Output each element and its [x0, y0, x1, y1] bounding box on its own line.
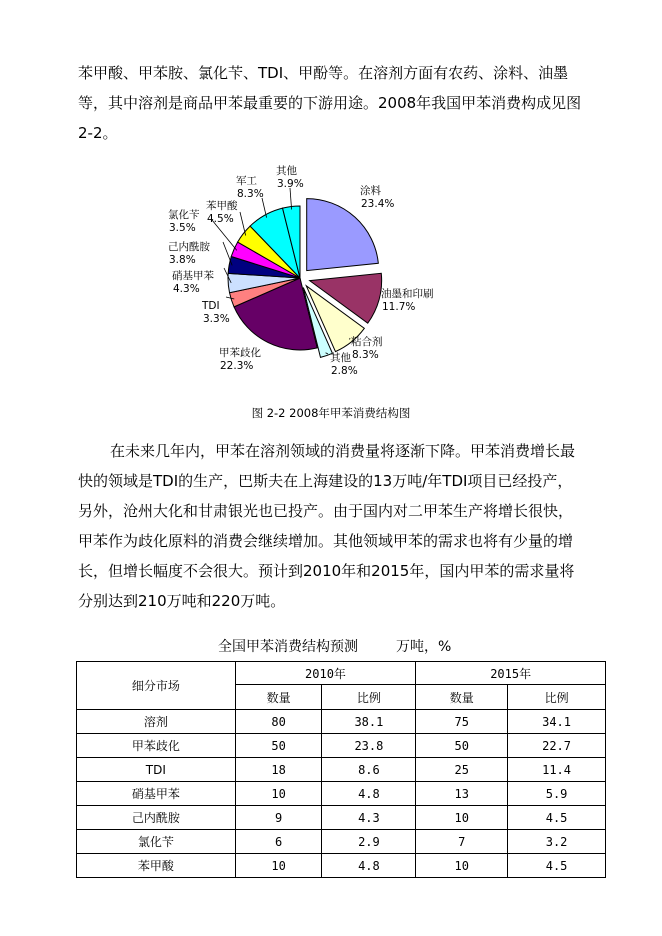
- pct-2015-cell: 4.5: [508, 806, 606, 830]
- qty-2010-cell: 50: [235, 734, 322, 758]
- qty-2015-cell: 10: [416, 806, 508, 830]
- market-cell: 氯化苄: [77, 830, 236, 854]
- slice-name-label: 己内酰胺: [168, 241, 210, 253]
- slice-name-label: TDI: [202, 300, 220, 312]
- slice-name-label: 其他: [276, 165, 297, 177]
- year-2010-header: 2010年: [235, 662, 416, 685]
- qty-header: 数量: [416, 685, 508, 710]
- intro-line: 2-2。: [78, 124, 118, 142]
- slice-name-label: 硝基甲苯: [172, 270, 214, 282]
- body-line: 分别达到210万吨和220万吨。: [78, 592, 286, 610]
- intro-paragraph: [78, 58, 610, 148]
- pct-2010-cell: 38.1: [322, 710, 416, 734]
- pct-2010-cell: 4.8: [322, 854, 416, 878]
- slice-name-label: 其他: [330, 352, 351, 364]
- body-line: 快的领域是TDI的生产，巴斯夫在上海建设的13万吨/年TDI项目已经投产，: [78, 472, 573, 490]
- intro-line: 苯甲酸、甲苯胺、氯化苄、TDI、甲酚等。在溶剂方面有农药、涂料、油墨: [78, 64, 569, 82]
- qty-2015-cell: 10: [416, 854, 508, 878]
- qty-2015-cell: 25: [416, 758, 508, 782]
- slice-name-label: 甲苯歧化: [219, 347, 261, 359]
- pct-2015-cell: 22.7: [508, 734, 606, 758]
- slice-value-label: 3.3%: [203, 313, 230, 325]
- body-paragraph: [78, 436, 610, 616]
- pct-2010-cell: 8.6: [322, 758, 416, 782]
- slice-value-label: 11.7%: [382, 301, 416, 313]
- market-cell: 硝基甲苯: [77, 782, 236, 806]
- slice-name-label: 苯甲酸: [206, 200, 238, 212]
- table-row: [77, 854, 606, 878]
- slice-value-label: 3.9%: [277, 178, 304, 190]
- market-cell: 溶剂: [77, 710, 236, 734]
- qty-2015-cell: 75: [416, 710, 508, 734]
- qty-2010-cell: 9: [235, 806, 322, 830]
- market-cell: 苯甲酸: [77, 854, 236, 878]
- slice-value-label: 23.4%: [361, 198, 395, 210]
- qty-2015-cell: 7: [416, 830, 508, 854]
- table-row: [77, 782, 606, 806]
- pct-2015-cell: 11.4: [508, 758, 606, 782]
- slice-value-label: 8.3%: [352, 349, 379, 361]
- pct-2015-cell: 34.1: [508, 710, 606, 734]
- qty-header: 数量: [235, 685, 322, 710]
- slice-value-label: 3.5%: [169, 222, 196, 234]
- slice-name-label: 油墨和印刷: [381, 288, 434, 300]
- pct-header: 比例: [322, 685, 416, 710]
- slice-value-label: 2.8%: [331, 365, 358, 377]
- figure-caption: 图 2-2 2008年甲苯消费结构图: [251, 406, 411, 420]
- year-2015-header: 2015年: [416, 662, 606, 685]
- intro-line: 等，其中溶剂是商品甲苯最重要的下游用途。2008年我国甲苯消费构成见图: [78, 94, 582, 112]
- slice-name-label: 粘合剂: [351, 336, 383, 348]
- leader-line: [262, 198, 267, 218]
- slice-name-label: 军工: [236, 175, 257, 187]
- table-unit: 万吨，%: [396, 639, 452, 655]
- body-line: 甲苯作为歧化原料的消费会继续增加。其他领域甲苯的需求也将有少量的增: [78, 532, 574, 550]
- body-line: 另外，沧州大化和甘肃银光也已投产。由于国内对二甲苯生产将增长很快，: [78, 502, 574, 520]
- table-title: [218, 636, 451, 656]
- table-row: [77, 806, 606, 830]
- pct-2015-cell: 5.9: [508, 782, 606, 806]
- market-cell: 己内酰胺: [77, 806, 236, 830]
- leader-line: [223, 242, 232, 265]
- pct-header: 比例: [508, 685, 606, 710]
- pie-chart: [150, 160, 470, 388]
- market-cell: TDI: [77, 758, 236, 782]
- body-line: 长，但增长幅度不会很大。预计到2010年和2015年，国内甲苯的需求量将: [78, 562, 575, 580]
- slice-value-label: 22.3%: [220, 360, 254, 372]
- market-cell: 甲苯歧化: [77, 734, 236, 758]
- pct-2015-cell: 4.5: [508, 854, 606, 878]
- slice-name-label: 氯化苄: [168, 209, 200, 221]
- pct-2010-cell: 4.8: [322, 782, 416, 806]
- qty-2015-cell: 13: [416, 782, 508, 806]
- table-title-text: 全国甲苯消费结构预测: [218, 639, 358, 655]
- table-row: [77, 758, 606, 782]
- pct-2010-cell: 2.9: [322, 830, 416, 854]
- qty-2010-cell: 80: [235, 710, 322, 734]
- body-line: 在未来几年内，甲苯在溶剂领域的消费量将逐渐下降。甲苯消费增长最: [110, 442, 576, 460]
- pct-2010-cell: 4.3: [322, 806, 416, 830]
- slice-value-label: 3.8%: [169, 254, 196, 266]
- qty-2015-cell: 50: [416, 734, 508, 758]
- qty-2010-cell: 10: [235, 854, 322, 878]
- forecast-table: [76, 661, 606, 878]
- pct-2015-cell: 3.2: [508, 830, 606, 854]
- qty-2010-cell: 6: [235, 830, 322, 854]
- slice-name-label: 涂料: [360, 185, 381, 197]
- table-header-row: [77, 662, 606, 685]
- table-row: [77, 830, 606, 854]
- pie-slices: [228, 199, 382, 358]
- qty-2010-cell: 10: [235, 782, 322, 806]
- table-row: [77, 710, 606, 734]
- pct-2010-cell: 23.8: [322, 734, 416, 758]
- row-header-cell: 细分市场: [77, 662, 236, 710]
- leader-line: [240, 212, 246, 235]
- table-row: [77, 734, 606, 758]
- qty-2010-cell: 18: [235, 758, 322, 782]
- slice-value-label: 4.5%: [207, 213, 234, 225]
- slice-value-label: 8.3%: [237, 188, 264, 200]
- slice-value-label: 4.3%: [173, 283, 200, 295]
